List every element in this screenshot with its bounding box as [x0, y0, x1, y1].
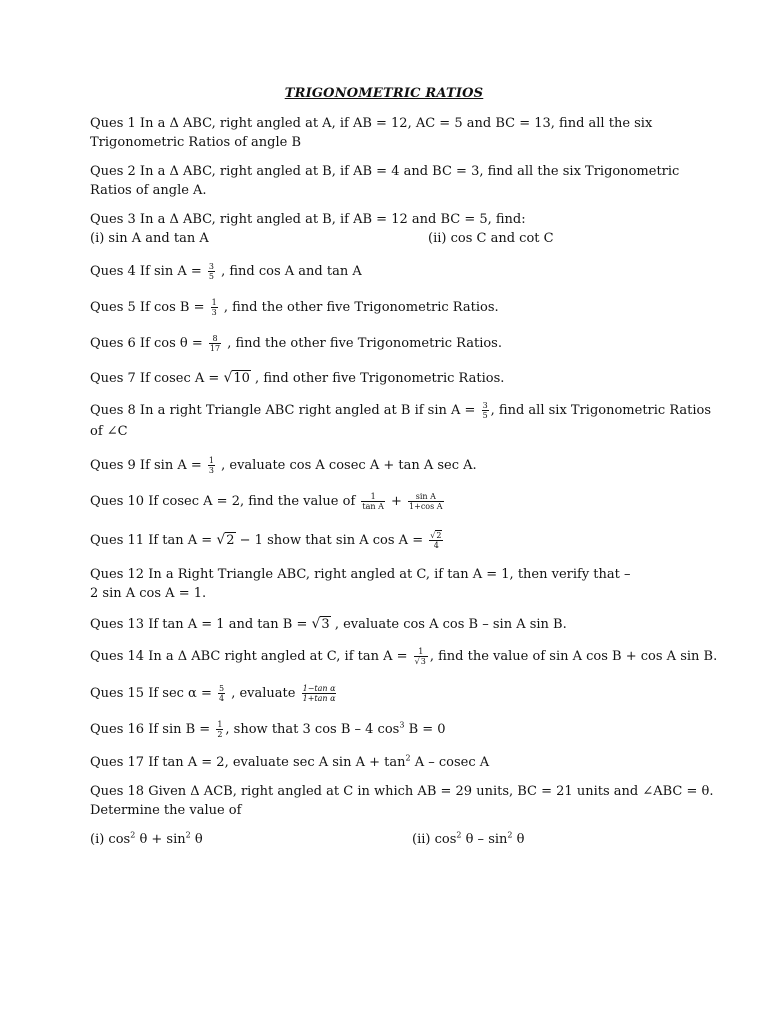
- radicand: 2: [436, 531, 442, 540]
- exponent: 2: [130, 830, 136, 840]
- question-11: [90, 531, 690, 550]
- part-ii-text: θ: [512, 832, 525, 847]
- question-8-suffix: , find all six Trigonometric Ratios: [490, 403, 712, 418]
- fraction-denominator: 4: [433, 541, 439, 550]
- question-11-prefix: Ques 11 If tan A =: [90, 533, 217, 548]
- question-17-suffix: A – cosec A: [410, 755, 490, 770]
- question-13-prefix: Ques 13 If tan A = 1 and tan B =: [90, 617, 312, 632]
- question-6: [90, 334, 690, 353]
- part-i-text: θ + sin: [135, 832, 186, 847]
- question-13: [90, 615, 690, 634]
- question-15-middle: , evaluate: [227, 686, 300, 701]
- question-12-line-1: Ques 12 In a Right Triangle ABC, right angled at C, if tan A = 1, then verify that –: [90, 567, 631, 582]
- radicand: 2: [226, 533, 235, 548]
- exponent: 2: [185, 830, 191, 840]
- question-1: [90, 114, 690, 152]
- fraction: [208, 262, 215, 281]
- radicand: 10: [233, 371, 250, 386]
- fraction: [408, 492, 444, 511]
- question-14-prefix: Ques 14 In a Δ ABC right angled at C, if tan A =: [90, 649, 412, 664]
- fraction: [216, 720, 223, 739]
- question-6-prefix: Ques 6 If cos θ =: [90, 336, 207, 351]
- fraction-numerator: 1−tan α: [302, 684, 336, 693]
- fraction-numerator: sin A: [408, 492, 444, 502]
- question-16: [90, 720, 690, 739]
- fraction-denominator: 1+cos A: [409, 502, 443, 511]
- exponent: 2: [507, 830, 513, 840]
- question-7-prefix: Ques 7 If cosec A =: [90, 371, 224, 386]
- fraction-numerator: 3: [208, 262, 214, 271]
- exponent: 2: [405, 753, 411, 763]
- question-8-prefix: Ques 8 In a right Triangle ABC right angled at B if sin A =: [90, 403, 480, 418]
- question-3-line-1: Ques 3 In a Δ ABC, right angled at B, if AB = 12 and BC = 5, find:: [90, 212, 526, 227]
- question-18-part-i: [90, 832, 203, 847]
- question-18-line-1: Ques 18 Given Δ ACB, right angled at C in which AB = 29 units, BC = 21 units and ∠ABC = θ.: [90, 784, 714, 799]
- question-11-middle: − 1 show that sin A cos A =: [235, 533, 428, 548]
- question-1-line-2: Trigonometric Ratios of angle B: [90, 135, 302, 150]
- fraction-denominator: 4: [219, 694, 225, 703]
- question-8-line-2: of ∠C: [90, 424, 128, 439]
- fraction-numerator: √2: [430, 531, 442, 540]
- question-3: [90, 210, 690, 248]
- fraction-denominator: √3: [414, 657, 426, 666]
- question-12-line-2: 2 sin A cos A = 1.: [90, 586, 207, 601]
- part-ii-text: θ – sin: [461, 832, 508, 847]
- question-9-prefix: Ques 9 If sin A =: [90, 458, 206, 473]
- question-9: [90, 456, 690, 475]
- question-2: [90, 162, 690, 200]
- question-5: [90, 298, 690, 317]
- question-16-prefix: Ques 16 If sin B =: [90, 722, 215, 737]
- question-18-part-ii: [412, 830, 524, 849]
- question-7-suffix: , find other five Trigonometric Ratios.: [250, 371, 505, 386]
- fraction-numerator: 3: [482, 401, 488, 410]
- question-16-suffix-2: B = 0: [404, 722, 446, 737]
- fraction: [361, 492, 384, 511]
- fraction-denominator: 2: [217, 730, 223, 739]
- part-ii-text: (ii) cos: [412, 832, 457, 847]
- fraction-numerator: 1: [211, 298, 217, 307]
- plus-sign: +: [386, 494, 407, 509]
- fraction: [482, 401, 489, 420]
- fraction-denominator: 5: [482, 411, 488, 420]
- question-17-prefix: Ques 17 If tan A = 2, evaluate sec A sin A + tan: [90, 755, 406, 770]
- question-7: [90, 369, 690, 388]
- fraction: [429, 531, 443, 550]
- question-2-line-1: Ques 2 In a Δ ABC, right angled at B, if AB = 4 and BC = 3, find all the six Trigonometric: [90, 164, 680, 179]
- fraction: [414, 647, 428, 666]
- question-6-suffix: , find the other five Trigonometric Ratios.: [223, 336, 502, 351]
- radical-sign: √: [223, 370, 233, 386]
- exponent: 3: [399, 720, 405, 730]
- question-3-part-ii: (ii) cos C and cot C: [428, 231, 554, 246]
- fraction-denominator: tan A: [362, 502, 384, 511]
- question-5-suffix: , find the other five Trigonometric Ratios.: [219, 300, 499, 315]
- question-9-suffix: , evaluate cos A cosec A + tan A sec A.: [216, 458, 477, 473]
- question-13-suffix: , evaluate cos A cos B – sin A sin B.: [330, 617, 567, 632]
- question-16-suffix: , show that 3 cos B – 4 cos: [225, 722, 400, 737]
- question-1-line-1: Ques 1 In a Δ ABC, right angled at A, if AB = 12, AC = 5 and BC = 13, find all the six: [90, 116, 653, 131]
- question-15: [90, 684, 690, 703]
- fraction: [211, 298, 218, 317]
- fraction-numerator: 8: [209, 334, 221, 344]
- question-18-line-2: Determine the value of: [90, 803, 242, 818]
- question-12: [90, 565, 690, 603]
- fraction-denominator: 1+tan α: [302, 694, 336, 703]
- fraction-denominator: 3: [211, 308, 217, 317]
- fraction-numerator: 1: [361, 492, 384, 502]
- question-5-prefix: Ques 5 If cos B =: [90, 300, 209, 315]
- question-10-prefix: Ques 10 If cosec A = 2, find the value of: [90, 494, 360, 509]
- question-18: [90, 782, 714, 849]
- question-4-suffix: , find cos A and tan A: [216, 264, 362, 279]
- question-3-part-i: (i) sin A and tan A: [90, 231, 209, 246]
- fraction: [208, 456, 215, 475]
- fraction: [209, 334, 221, 353]
- fraction-numerator: 5: [219, 684, 225, 693]
- part-i-text: (i) cos: [90, 832, 131, 847]
- question-14-suffix: , find the value of sin A cos B + cos A sin B.: [429, 649, 718, 664]
- fraction-numerator: 1: [217, 720, 223, 729]
- exponent: 2: [456, 830, 462, 840]
- radicand: 3: [420, 657, 426, 666]
- fraction-denominator: 17: [209, 344, 221, 353]
- fraction-numerator: 1: [208, 456, 214, 465]
- fraction-denominator: 5: [208, 272, 214, 281]
- radicand: 3: [321, 617, 330, 632]
- radical-sign: √: [216, 532, 226, 548]
- question-2-line-2: Ratios of angle A.: [90, 183, 207, 198]
- page-title: TRIGONOMETRIC RATIOS: [284, 86, 484, 101]
- part-i-text: θ: [190, 832, 203, 847]
- fraction-denominator: 3: [208, 466, 214, 475]
- radical-sign: √: [311, 616, 321, 632]
- question-8: [90, 401, 712, 441]
- question-4: [90, 262, 690, 281]
- fraction: [302, 684, 337, 703]
- question-14: [90, 647, 718, 666]
- question-15-prefix: Ques 15 If sec α =: [90, 686, 216, 701]
- question-10: [90, 492, 690, 511]
- question-4-prefix: Ques 4 If sin A =: [90, 264, 206, 279]
- fraction-numerator: 1: [414, 647, 428, 657]
- fraction: [218, 684, 225, 703]
- question-17: [90, 753, 690, 772]
